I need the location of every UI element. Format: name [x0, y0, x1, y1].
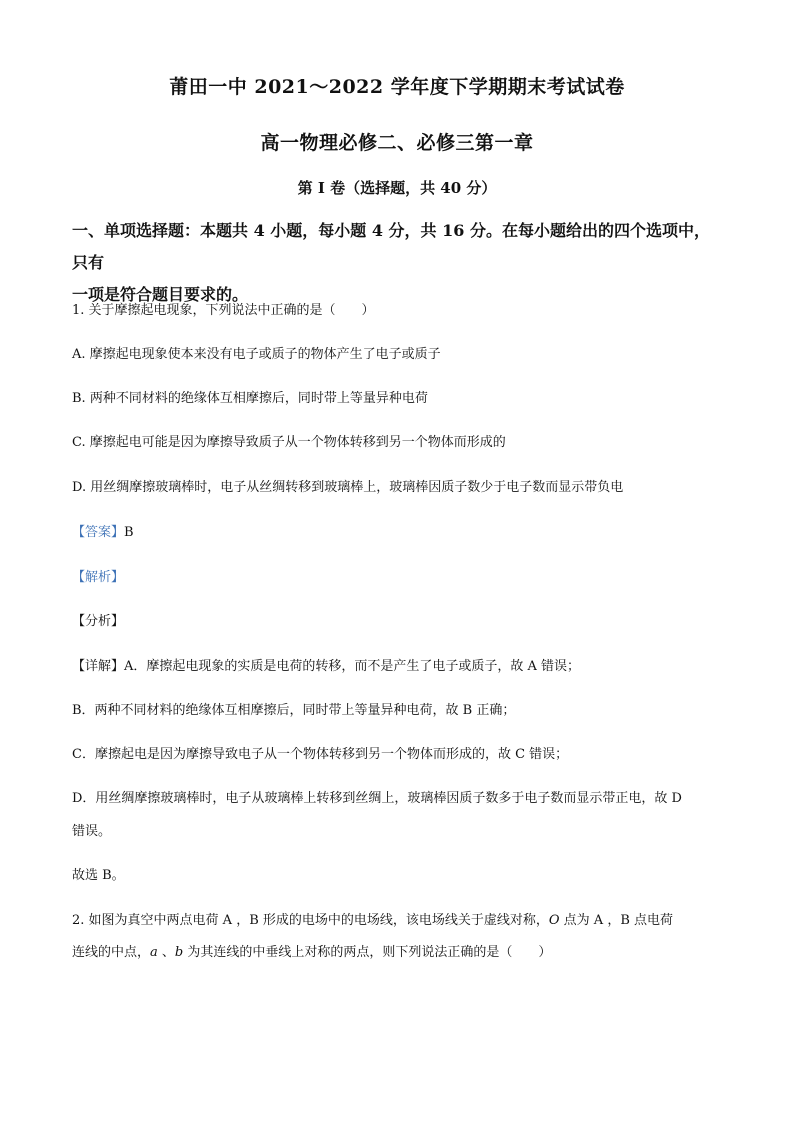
answer-value: B — [124, 525, 134, 540]
section-heading: 第 I 卷（选择题，共 40 分） — [297, 179, 497, 197]
q1-conclusion: 故选 B。 — [72, 868, 125, 883]
analysis-label: 【解析】 — [72, 570, 125, 585]
detail-line-d1: D．用丝绸摩擦玻璃棒时，电子从玻璃棒上转移到丝绸上，玻璃棒因质子数多于电子数而显示带正电，故 D — [72, 791, 682, 806]
q2-line2-part-a: 连线的中点， — [72, 945, 151, 960]
detail-a-text: A．摩擦起电现象的实质是电荷的转移，而不是产生了电子或质子，故 A 错误； — [124, 659, 581, 674]
q1-option-d: D. 用丝绸摩擦玻璃棒时，电子从丝绸转移到玻璃棒上，玻璃棒因质子数少于电子数而显示带负电 — [72, 480, 624, 495]
q2-line2-sep: 、 — [157, 945, 175, 960]
q1-stem: 1. 关于摩擦起电现象，下列说法中正确的是（ ） — [72, 303, 375, 318]
q1-option-b: B. 两种不同材料的绝缘体互相摩擦后，同时带上等量异种电荷 — [72, 391, 428, 406]
exam-subtitle: 高一物理必修二、必修三第一章 — [260, 132, 534, 154]
exam-title: 莆田一中 2021～2022 学年度下学期期末考试试卷 — [169, 76, 625, 98]
instructions-line-2: 一项是符合题目要求的。 — [72, 285, 249, 304]
q1-option-a: A. 摩擦起电现象使本来没有电子或质子的物体产生了电子或质子 — [72, 347, 441, 362]
q2-line1-part-a: 2. 如图为真空中两点电荷 A ，B 形成的电场中的电场线，该电场线关于虚线对称， — [72, 913, 549, 928]
q2-point-o: O — [548, 913, 560, 928]
detail-line-a — [72, 655, 722, 674]
detail-line-c: C．摩擦起电是因为摩擦导致电子从一个物体转移到另一个物体而形成的，故 C 错误； — [72, 747, 569, 762]
detail-line-b: B．两种不同材料的绝缘体互相摩擦后，同时带上等量异种电荷，故 B 正确； — [72, 703, 516, 718]
fenxi-label: 【分析】 — [72, 614, 125, 629]
answer-label: 【答案】 — [72, 525, 125, 540]
detail-line-d2: 错误。 — [72, 824, 112, 839]
q2-stem-line-1 — [72, 909, 722, 928]
q2-point-a: a — [150, 945, 158, 960]
q2-point-b: b — [174, 945, 184, 960]
q2-line2-part-b: 为其连线的中垂线上对称的两点，则下列说法正确的是（ ） — [183, 945, 552, 960]
instructions-line-1: 一、单项选择题：本题共 4 小题，每小题 4 分，共 16 分。在每小题给出的四个选项中，只有 — [72, 221, 710, 272]
q2-stem-line-2 — [72, 941, 722, 960]
section-instructions — [72, 215, 722, 311]
detail-label: 【详解】 — [72, 659, 125, 674]
q2-line1-part-b: 点为 A ，B 点电荷 — [559, 913, 674, 928]
q1-option-c: C. 摩擦起电可能是因为摩擦导致质子从一个物体转移到另一个物体而形成的 — [72, 435, 506, 450]
q1-answer — [72, 521, 722, 540]
